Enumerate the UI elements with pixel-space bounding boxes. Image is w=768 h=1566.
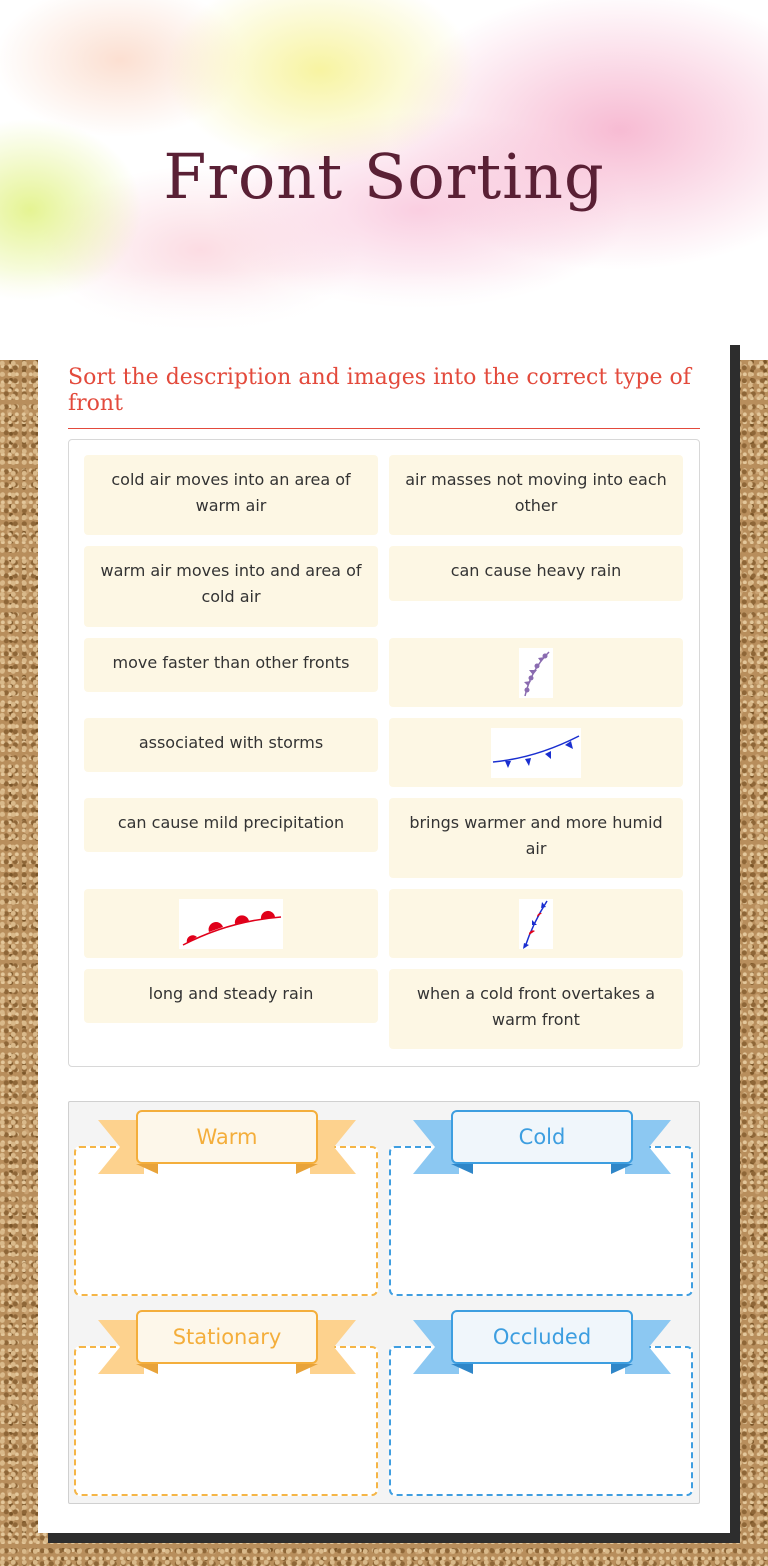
category-label-warm: Warm	[136, 1110, 318, 1164]
occluded-front-icon	[519, 648, 553, 698]
sort-card[interactable]	[389, 455, 683, 535]
sort-card[interactable]	[84, 798, 378, 852]
category-label-occluded: Occluded	[451, 1310, 633, 1364]
sort-card[interactable]	[84, 969, 378, 1023]
cold-category-ribbon	[389, 1110, 689, 1178]
sort-card[interactable]	[389, 798, 683, 878]
card-text: associated with storms	[138, 733, 324, 752]
warm-category-ribbon	[74, 1110, 374, 1178]
card-text: brings warmer and more humid air	[409, 813, 663, 858]
card-text: cold air moves into an area of warm air	[111, 470, 351, 515]
heading-divider	[68, 428, 700, 429]
sort-card[interactable]	[389, 969, 683, 1049]
card-text: can cause mild precipitation	[117, 813, 345, 832]
sort-card[interactable]	[84, 718, 378, 772]
category-label-stationary: Stationary	[136, 1310, 318, 1364]
sort-card[interactable]	[84, 546, 378, 627]
stationary-front-icon	[519, 899, 553, 949]
card-text: when a cold front overtakes a warm front	[416, 984, 656, 1029]
sort-card[interactable]	[389, 546, 683, 601]
sort-card[interactable]	[84, 455, 378, 535]
card-text: move faster than other fronts	[112, 653, 350, 672]
warm-front-icon	[179, 899, 283, 949]
occluded-category-ribbon	[389, 1310, 689, 1378]
instructions-heading: Sort the description and images into the correct type of front	[68, 365, 691, 416]
sort-card-image[interactable]	[389, 889, 683, 958]
cold-front-icon	[491, 728, 581, 778]
card-text: warm air moves into and area of cold air	[100, 561, 362, 606]
card-text: air masses not moving into each other	[405, 470, 667, 515]
category-label-cold: Cold	[451, 1110, 633, 1164]
card-text: can cause heavy rain	[450, 561, 622, 580]
stationary-category-ribbon	[74, 1310, 374, 1378]
sort-card-image[interactable]	[389, 718, 683, 787]
sort-card-image[interactable]	[84, 889, 378, 958]
sort-card[interactable]	[84, 638, 378, 692]
sort-card-image[interactable]	[389, 638, 683, 707]
page-title: Front Sorting	[163, 140, 605, 213]
card-text: long and steady rain	[148, 984, 314, 1003]
